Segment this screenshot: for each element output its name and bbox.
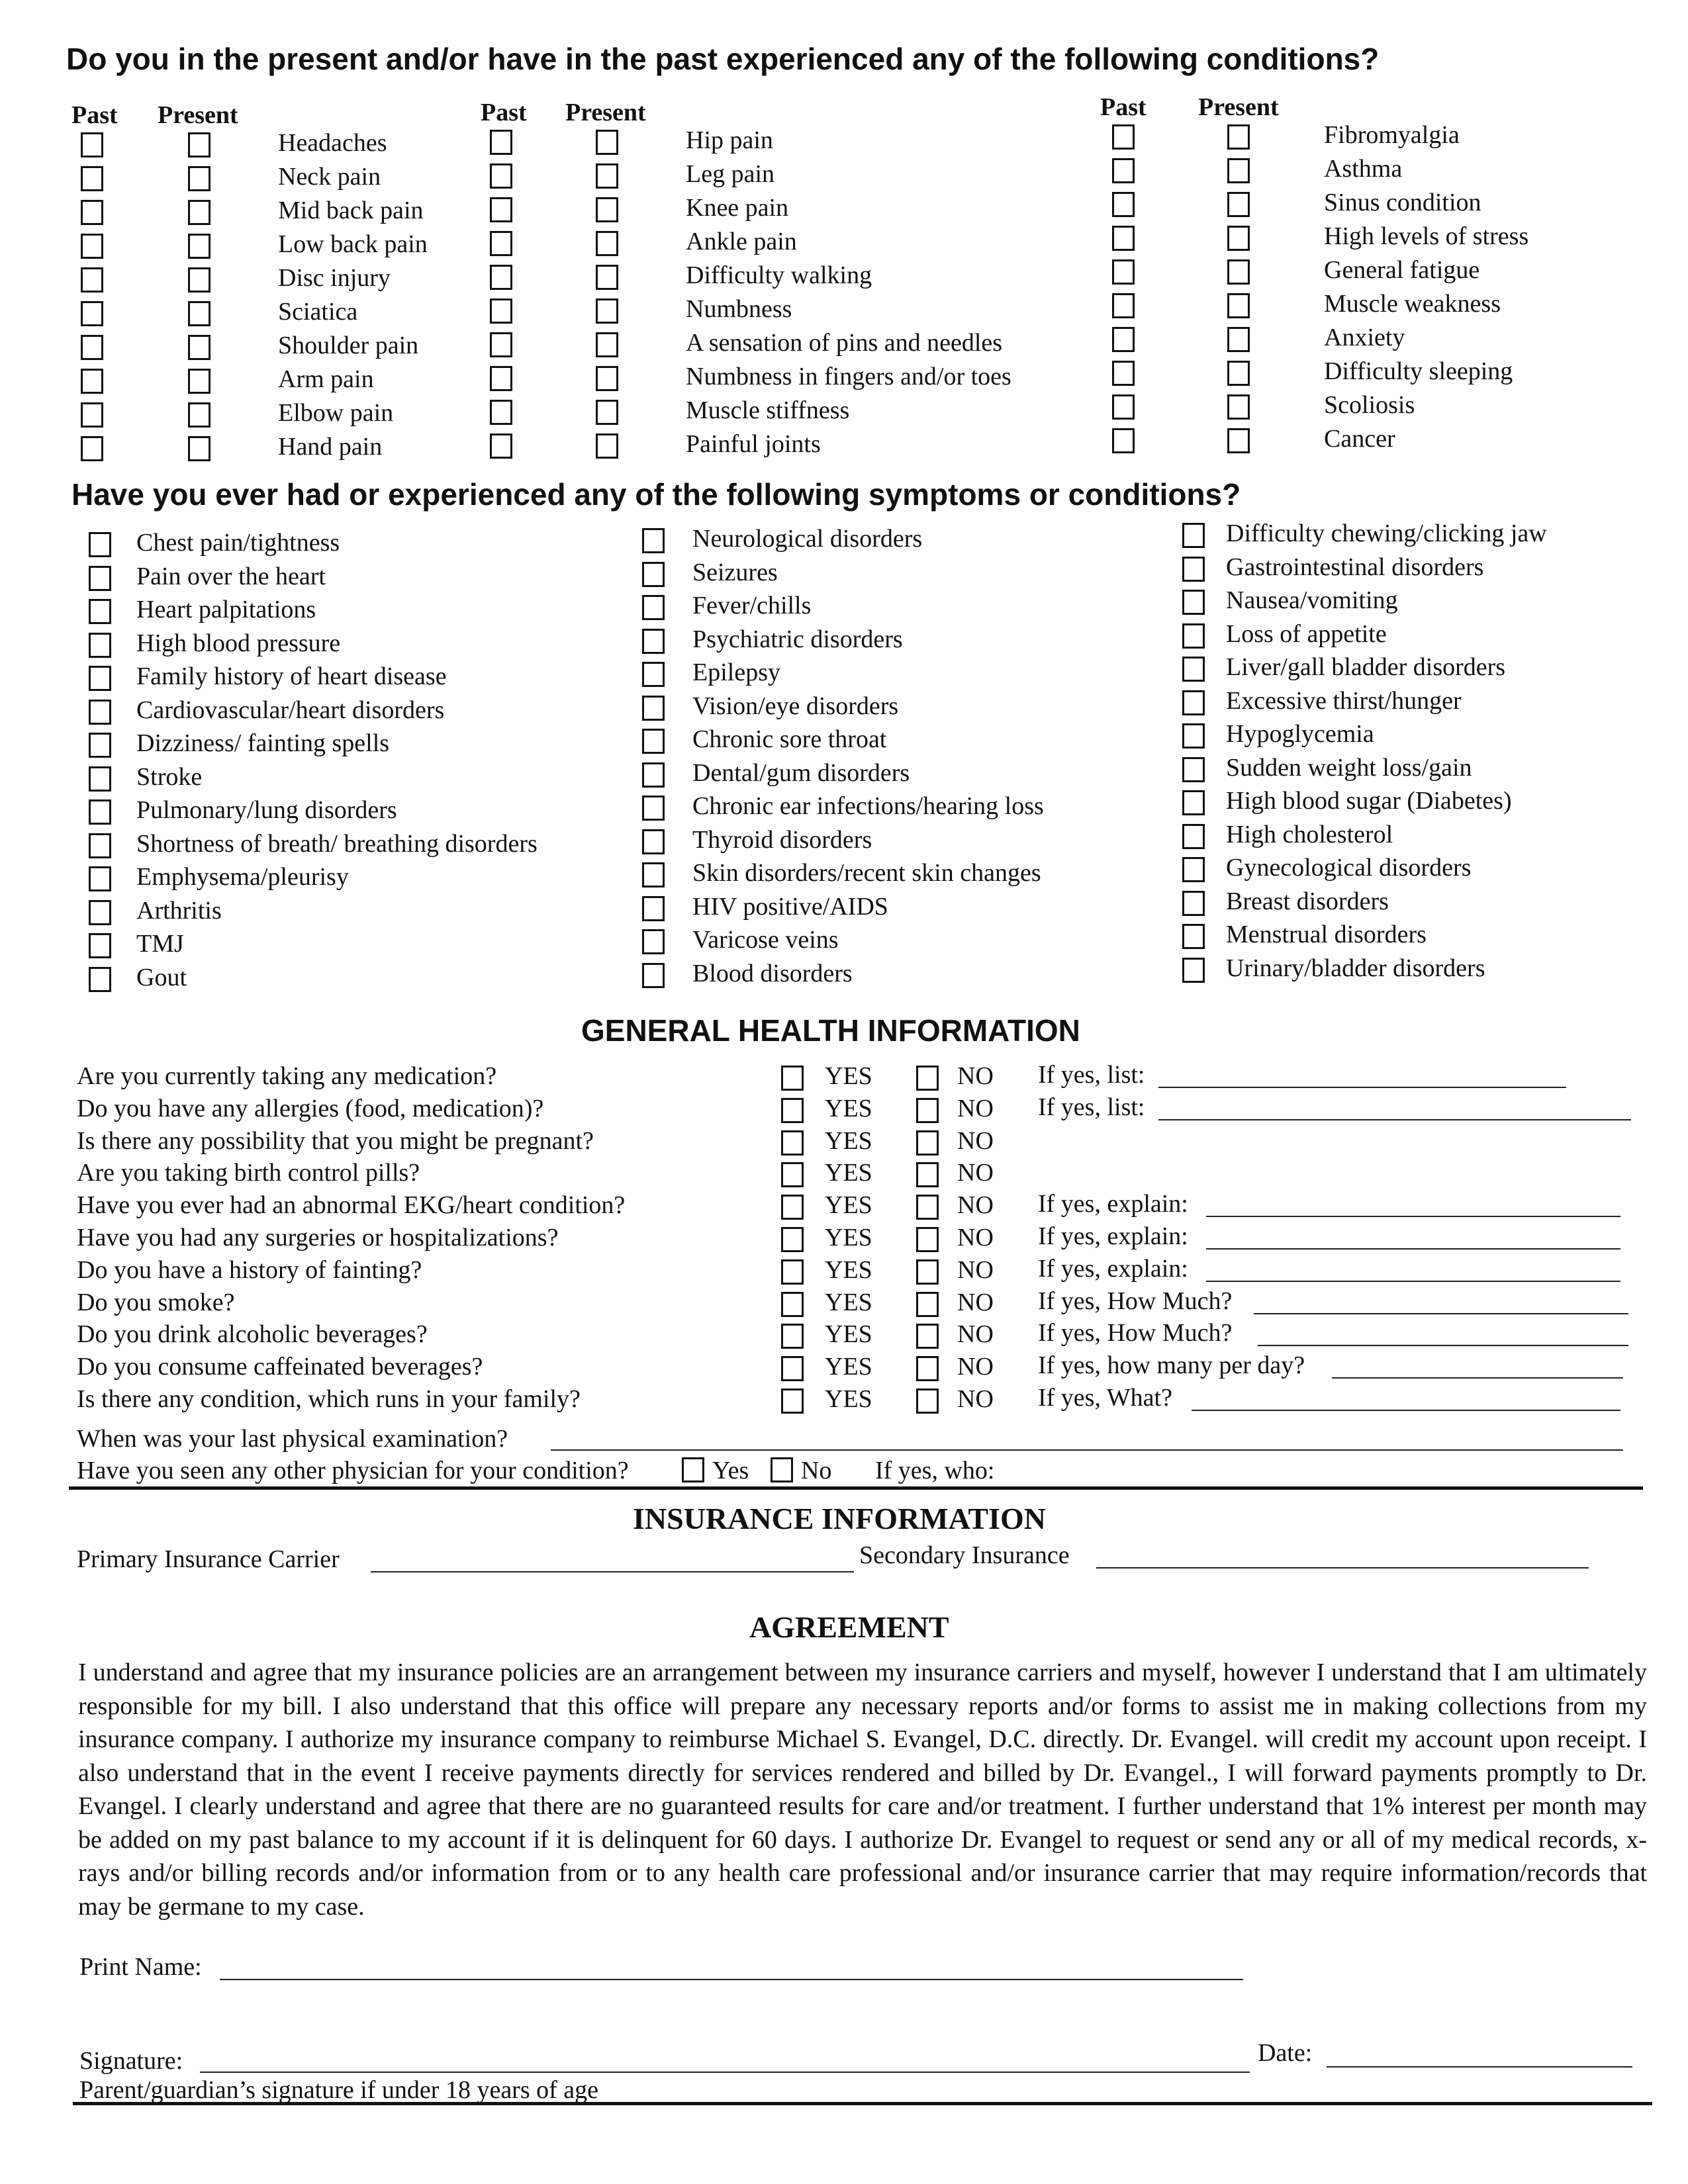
- no-checkbox[interactable]: [916, 1195, 939, 1220]
- yes-checkbox[interactable]: [781, 1130, 804, 1156]
- health-question: Do you have a history of fainting?: [77, 1255, 422, 1284]
- no-checkbox[interactable]: [916, 1292, 939, 1317]
- condition-label: Muscle stiffness: [686, 396, 850, 424]
- followup-label: If yes, explain:: [1038, 1222, 1188, 1250]
- symptom-label: High blood pressure: [136, 629, 341, 657]
- past-checkbox[interactable]: [1112, 124, 1135, 150]
- present-checkbox[interactable]: [1227, 226, 1250, 251]
- yes-checkbox[interactable]: [781, 1227, 804, 1252]
- symptom-checkbox[interactable]: [1182, 557, 1205, 582]
- symptom-checkbox[interactable]: [642, 729, 665, 754]
- yes-checkbox[interactable]: [781, 1356, 804, 1381]
- other-physician-no-label: No: [801, 1457, 832, 1484]
- past-checkbox[interactable]: [81, 369, 103, 394]
- condition-label: High levels of stress: [1324, 222, 1529, 250]
- past-checkbox[interactable]: [490, 265, 512, 290]
- signature-label: Signature:: [79, 2047, 183, 2075]
- present-checkbox[interactable]: [188, 267, 211, 293]
- symptom-checkbox[interactable]: [1182, 857, 1205, 882]
- symptom-label: Blood disorders: [692, 959, 853, 987]
- condition-label: Shoulder pain: [278, 332, 419, 359]
- condition-label: Neck pain: [278, 163, 381, 191]
- past-checkbox[interactable]: [1112, 394, 1135, 420]
- followup-label: If yes, explain:: [1038, 1190, 1188, 1218]
- past-checkbox[interactable]: [1112, 226, 1135, 251]
- present-checkbox[interactable]: [1227, 124, 1250, 150]
- present-checkbox[interactable]: [1227, 192, 1250, 217]
- symptom-label: Fever/chills: [692, 592, 812, 619]
- followup-label: If yes, explain:: [1038, 1254, 1188, 1283]
- symptom-label: Menstrual disorders: [1226, 921, 1427, 948]
- symptom-label: Arthritis: [136, 896, 222, 925]
- past-checkbox[interactable]: [490, 163, 512, 189]
- symptom-checkbox[interactable]: [642, 762, 665, 788]
- symptom-checkbox[interactable]: [89, 599, 111, 624]
- bottom-rule: [73, 2102, 1652, 2105]
- yes-label: YES: [825, 1385, 872, 1413]
- followup-answer-field[interactable]: [1332, 1377, 1623, 1379]
- symptom-checkbox[interactable]: [89, 666, 111, 691]
- condition-label: General fatigue: [1324, 256, 1480, 284]
- condition-label: Difficulty sleeping: [1324, 357, 1513, 385]
- symptom-label: Shortness of breath/ breathing disorders: [136, 829, 538, 858]
- primary-insurance-label: Primary Insurance Carrier: [77, 1545, 340, 1573]
- followup-answer-field[interactable]: [1258, 1345, 1628, 1346]
- present-checkbox[interactable]: [1227, 293, 1250, 318]
- symptom-checkbox[interactable]: [642, 562, 665, 587]
- past-checkbox[interactable]: [1112, 428, 1135, 453]
- present-checkbox[interactable]: [188, 301, 211, 326]
- yes-label: YES: [825, 1126, 872, 1155]
- health-question: Do you drink alcoholic beverages?: [77, 1320, 428, 1349]
- symptom-label: TMJ: [136, 930, 184, 958]
- health-question: Have you had any surgeries or hospitalizations?: [77, 1224, 559, 1251]
- no-checkbox[interactable]: [916, 1162, 939, 1187]
- no-label: NO: [957, 1288, 994, 1316]
- no-label: NO: [957, 1126, 994, 1155]
- symptom-label: Excessive thirst/hunger: [1226, 686, 1462, 715]
- symptom-checkbox[interactable]: [89, 733, 111, 758]
- symptom-label: Loss of appetite: [1226, 619, 1387, 648]
- no-label: NO: [957, 1094, 994, 1122]
- followup-answer-field[interactable]: [1206, 1281, 1620, 1282]
- present-checkbox[interactable]: [596, 265, 618, 290]
- present-header: Present: [158, 101, 238, 129]
- no-label: NO: [957, 1191, 994, 1220]
- past-checkbox[interactable]: [81, 402, 103, 428]
- yes-label: YES: [825, 1191, 872, 1220]
- condition-label: Arm pain: [278, 365, 374, 393]
- agreement-title: AGREEMENT: [749, 1610, 949, 1644]
- symptom-checkbox[interactable]: [1182, 790, 1205, 815]
- present-checkbox[interactable]: [596, 298, 618, 324]
- condition-label: Mid back pain: [278, 197, 424, 224]
- yes-label: YES: [825, 1224, 872, 1251]
- no-checkbox[interactable]: [916, 1324, 939, 1349]
- present-checkbox[interactable]: [1227, 327, 1250, 352]
- present-checkbox[interactable]: [1227, 428, 1250, 453]
- symptom-label: Cardiovascular/heart disorders: [136, 696, 445, 724]
- other-physician-no-checkbox[interactable]: [771, 1457, 793, 1482]
- yes-label: YES: [825, 1288, 872, 1316]
- symptom-checkbox[interactable]: [642, 629, 665, 654]
- signature-field[interactable]: [200, 2071, 1250, 2073]
- guardian-signature-label: Parent/guardian’s signature if under 18 years of age: [79, 2076, 599, 2104]
- past-checkbox[interactable]: [81, 166, 103, 191]
- symptom-label: Stroke: [136, 762, 203, 791]
- present-checkbox[interactable]: [188, 335, 211, 360]
- symptom-checkbox[interactable]: [1182, 958, 1205, 983]
- present-checkbox[interactable]: [1227, 158, 1250, 183]
- condition-label: Elbow pain: [278, 399, 394, 427]
- symptom-label: Pulmonary/lung disorders: [136, 796, 397, 824]
- present-checkbox[interactable]: [188, 369, 211, 394]
- no-checkbox[interactable]: [916, 1066, 939, 1091]
- past-checkbox[interactable]: [490, 332, 512, 357]
- condition-label: Hip pain: [686, 126, 773, 154]
- symptom-checkbox[interactable]: [89, 532, 111, 557]
- symptom-label: Chronic sore throat: [692, 725, 887, 753]
- condition-label: Numbness: [686, 295, 792, 323]
- followup-label: If yes, how many per day?: [1038, 1351, 1305, 1380]
- primary-insurance-field[interactable]: [371, 1571, 854, 1572]
- condition-label: Hand pain: [278, 433, 383, 461]
- yes-label: YES: [825, 1094, 872, 1122]
- symptom-label: Neurological disorders: [692, 525, 923, 553]
- past-checkbox[interactable]: [490, 130, 512, 155]
- symptom-checkbox[interactable]: [642, 896, 665, 921]
- followup-label: If yes, How Much?: [1038, 1287, 1233, 1315]
- symptom-checkbox[interactable]: [642, 528, 665, 553]
- no-checkbox[interactable]: [916, 1356, 939, 1381]
- no-label: NO: [957, 1353, 994, 1381]
- past-checkbox[interactable]: [81, 301, 103, 326]
- symptom-label: Urinary/bladder disorders: [1226, 954, 1485, 982]
- present-checkbox[interactable]: [188, 402, 211, 428]
- print-name-field[interactable]: [220, 1979, 1243, 1980]
- symptom-checkbox[interactable]: [1182, 690, 1205, 715]
- other-physician-yes-label: Yes: [712, 1457, 749, 1484]
- health-question: Have you ever had an abnormal EKG/heart condition?: [77, 1191, 626, 1220]
- followup-answer-field[interactable]: [1206, 1248, 1620, 1250]
- symptom-label: Chest pain/tightness: [136, 529, 340, 557]
- no-label: NO: [957, 1062, 994, 1090]
- past-checkbox[interactable]: [81, 436, 103, 461]
- yes-label: YES: [825, 1320, 872, 1349]
- symptom-label: Dental/gum disorders: [692, 758, 910, 787]
- no-checkbox[interactable]: [916, 1259, 939, 1285]
- secondary-insurance-field[interactable]: [1096, 1567, 1589, 1569]
- last-exam-field[interactable]: [551, 1449, 1623, 1451]
- past-header: Past: [71, 101, 118, 129]
- symptom-label: High blood sugar (Diabetes): [1226, 787, 1512, 815]
- condition-label: Anxiety: [1324, 324, 1405, 351]
- past-checkbox[interactable]: [490, 400, 512, 425]
- symptom-label: Gynecological disorders: [1226, 854, 1472, 882]
- symptom-label: Pain over the heart: [136, 562, 326, 590]
- insurance-title: INSURANCE INFORMATION: [633, 1502, 1047, 1535]
- symptom-label: Heart palpitations: [136, 596, 316, 623]
- section-divider: [69, 1486, 1643, 1490]
- symptom-checkbox[interactable]: [642, 929, 665, 954]
- no-checkbox[interactable]: [916, 1227, 939, 1252]
- symptom-label: Dizziness/ fainting spells: [136, 729, 390, 757]
- symptom-checkbox[interactable]: [642, 963, 665, 988]
- symptom-label: Gout: [136, 963, 187, 991]
- present-checkbox[interactable]: [1227, 361, 1250, 386]
- past-header: Past: [1100, 93, 1147, 121]
- yes-label: YES: [825, 1062, 872, 1090]
- symptom-checkbox[interactable]: [642, 595, 665, 620]
- symptom-checkbox[interactable]: [1182, 891, 1205, 916]
- symptom-label: Epilepsy: [692, 659, 780, 686]
- present-checkbox[interactable]: [1227, 394, 1250, 420]
- symptom-checkbox[interactable]: [89, 900, 111, 925]
- past-checkbox[interactable]: [81, 200, 103, 225]
- symptom-label: Psychiatric disorders: [692, 625, 903, 653]
- present-checkbox[interactable]: [188, 436, 211, 461]
- present-checkbox[interactable]: [596, 130, 618, 155]
- condition-label: Ankle pain: [686, 228, 797, 255]
- symptom-checkbox[interactable]: [89, 967, 111, 992]
- condition-label: Leg pain: [686, 160, 775, 188]
- past-checkbox[interactable]: [490, 433, 512, 459]
- symptom-label: Varicose veins: [692, 926, 839, 954]
- health-question: Do you consume caffeinated beverages?: [77, 1353, 483, 1381]
- other-physician-yes-checkbox[interactable]: [682, 1457, 704, 1482]
- yes-checkbox[interactable]: [781, 1292, 804, 1317]
- health-question: Is there any condition, which runs in your family?: [77, 1385, 581, 1413]
- yes-label: YES: [825, 1159, 872, 1187]
- condition-label: Difficulty walking: [686, 261, 872, 289]
- health-question: Are you currently taking any medication?: [77, 1062, 497, 1090]
- symptom-label: Emphysema/pleurisy: [136, 863, 349, 891]
- followup-answer-field[interactable]: [1254, 1313, 1628, 1314]
- yes-checkbox[interactable]: [781, 1098, 804, 1123]
- past-checkbox[interactable]: [490, 366, 512, 391]
- symptom-label: Seizures: [692, 558, 778, 586]
- past-checkbox[interactable]: [81, 335, 103, 360]
- past-checkbox[interactable]: [1112, 158, 1135, 183]
- past-checkbox[interactable]: [1112, 293, 1135, 318]
- followup-answer-field[interactable]: [1158, 1087, 1566, 1088]
- symptom-checkbox[interactable]: [1182, 623, 1205, 649]
- condition-label: Numbness in fingers and/or toes: [686, 363, 1011, 390]
- symptom-label: Chronic ear infections/hearing loss: [692, 792, 1044, 820]
- symptom-label: Difficulty chewing/clicking jaw: [1226, 520, 1547, 547]
- past-checkbox[interactable]: [1112, 361, 1135, 386]
- past-checkbox[interactable]: [81, 132, 103, 158]
- condition-label: Painful joints: [686, 430, 821, 458]
- section2-title: Have you ever had or experienced any of the following symptoms or conditions?: [71, 477, 1241, 512]
- symptom-label: Skin disorders/recent skin changes: [692, 859, 1041, 887]
- past-header: Past: [481, 99, 527, 126]
- symptom-label: Liver/gall bladder disorders: [1226, 653, 1506, 681]
- present-checkbox[interactable]: [596, 197, 618, 222]
- present-checkbox[interactable]: [188, 166, 211, 191]
- yes-checkbox[interactable]: [781, 1388, 804, 1414]
- no-checkbox[interactable]: [916, 1098, 939, 1123]
- symptom-label: Gastrointestinal disorders: [1226, 553, 1484, 581]
- condition-label: Fibromyalgia: [1324, 121, 1460, 149]
- secondary-insurance-label: Secondary Insurance: [859, 1541, 1070, 1569]
- present-checkbox[interactable]: [596, 400, 618, 425]
- symptom-label: Hypoglycemia: [1226, 720, 1374, 748]
- symptom-checkbox[interactable]: [642, 696, 665, 721]
- present-header: Present: [565, 99, 646, 126]
- symptom-checkbox[interactable]: [1182, 924, 1205, 949]
- yes-checkbox[interactable]: [781, 1324, 804, 1349]
- symptom-checkbox[interactable]: [89, 799, 111, 825]
- condition-label: Cancer: [1324, 425, 1395, 453]
- symptom-label: High cholesterol: [1226, 820, 1393, 848]
- present-checkbox[interactable]: [596, 332, 618, 357]
- no-label: NO: [957, 1385, 994, 1413]
- past-checkbox[interactable]: [490, 197, 512, 222]
- other-physician-who-label: If yes, who:: [875, 1457, 995, 1484]
- symptom-checkbox[interactable]: [89, 566, 111, 591]
- present-checkbox[interactable]: [596, 366, 618, 391]
- symptom-checkbox[interactable]: [89, 866, 111, 891]
- present-checkbox[interactable]: [188, 132, 211, 158]
- present-checkbox[interactable]: [596, 163, 618, 189]
- other-physician-question: Have you seen any other physician for your condition?: [77, 1457, 629, 1484]
- health-question: Do you smoke?: [77, 1288, 235, 1316]
- followup-label: If yes, list:: [1038, 1061, 1145, 1089]
- yes-checkbox[interactable]: [781, 1066, 804, 1091]
- health-question: Is there any possibility that you might be pregnant?: [77, 1126, 594, 1155]
- no-label: NO: [957, 1159, 994, 1187]
- health-question: Are you taking birth control pills?: [77, 1159, 420, 1187]
- condition-label: Low back pain: [278, 230, 428, 258]
- symptom-checkbox[interactable]: [642, 829, 665, 854]
- health-question: Do you have any allergies (food, medication)?: [77, 1094, 544, 1122]
- followup-answer-field[interactable]: [1206, 1216, 1620, 1217]
- symptom-checkbox[interactable]: [1182, 657, 1205, 682]
- condition-label: Scoliosis: [1324, 391, 1415, 419]
- symptom-label: Thyroid disorders: [692, 825, 872, 854]
- yes-checkbox[interactable]: [781, 1162, 804, 1187]
- followup-answer-field[interactable]: [1158, 1119, 1631, 1120]
- past-checkbox[interactable]: [81, 267, 103, 293]
- past-checkbox[interactable]: [490, 231, 512, 256]
- date-field[interactable]: [1327, 2066, 1632, 2068]
- past-checkbox[interactable]: [1112, 259, 1135, 285]
- past-checkbox[interactable]: [1112, 192, 1135, 217]
- symptom-checkbox[interactable]: [89, 766, 111, 792]
- no-checkbox[interactable]: [916, 1388, 939, 1414]
- agreement-text: I understand and agree that my insurance policies are an arrangement between my insurance carriers and myself, however I understand that I am ultimately responsible for my bill. I also understand that this office will prepare any necessary reports and/or forms to assist me in making collections from my insurance company. I authorize my insurance company to reimburse Michael S. Evangel, D.C. directly. Dr. Evangel. will credit my account upon receipt. I also understand that in the event I receive payments directly for services rendered and billed by Dr. Evangel., I will forward payments promptly to Dr. Evangel. I clearly understand and agree that there are no guaranteed results for care and/or treatment. I further understand that 1% interest per month may be added on my past balance to my account if it is delinquent for 60 days. I authorize Dr. Evangel to request or send any or all of my medical records, x-rays and/or billing records and/or information from or to any health care professional and/or insurance carrier that may require information/records that may be germane to my case.: [78, 1659, 1647, 1921]
- symptom-checkbox[interactable]: [89, 633, 111, 658]
- symptom-checkbox[interactable]: [642, 862, 665, 887]
- condition-label: Muscle weakness: [1324, 290, 1501, 318]
- present-checkbox[interactable]: [596, 231, 618, 256]
- symptom-checkbox[interactable]: [89, 833, 111, 858]
- present-checkbox[interactable]: [596, 433, 618, 459]
- condition-label: A sensation of pins and needles: [686, 329, 1003, 357]
- followup-label: If yes, What?: [1038, 1384, 1172, 1412]
- condition-label: Sinus condition: [1324, 189, 1481, 216]
- symptom-checkbox[interactable]: [642, 796, 665, 821]
- condition-label: Disc injury: [278, 264, 391, 292]
- present-header: Present: [1198, 93, 1279, 121]
- present-checkbox[interactable]: [1227, 259, 1250, 285]
- section1-title: Do you in the present and/or have in the past experienced any of the following conditions?: [66, 42, 1380, 76]
- symptom-label: Nausea/vomiting: [1226, 586, 1398, 614]
- past-checkbox[interactable]: [81, 234, 103, 259]
- condition-label: Knee pain: [686, 194, 789, 222]
- yes-checkbox[interactable]: [781, 1195, 804, 1220]
- symptom-checkbox[interactable]: [1182, 590, 1205, 615]
- symptom-checkbox[interactable]: [89, 933, 111, 958]
- symptom-checkbox[interactable]: [1182, 523, 1205, 548]
- symptom-checkbox[interactable]: [89, 700, 111, 725]
- followup-label: If yes, How Much?: [1038, 1319, 1233, 1347]
- print-name-label: Print Name:: [79, 1953, 202, 1981]
- yes-label: YES: [825, 1255, 872, 1284]
- past-checkbox[interactable]: [1112, 327, 1135, 352]
- condition-label: Asthma: [1324, 155, 1403, 183]
- symptom-checkbox[interactable]: [642, 662, 665, 687]
- symptom-checkbox[interactable]: [1182, 757, 1205, 782]
- symptom-label: HIV positive/AIDS: [692, 892, 888, 921]
- past-checkbox[interactable]: [490, 298, 512, 324]
- no-checkbox[interactable]: [916, 1130, 939, 1156]
- yes-label: YES: [825, 1353, 872, 1381]
- condition-label: Headaches: [278, 129, 387, 157]
- symptom-checkbox[interactable]: [1182, 824, 1205, 849]
- symptom-label: Vision/eye disorders: [692, 692, 899, 720]
- date-label: Date:: [1258, 2039, 1313, 2067]
- present-checkbox[interactable]: [188, 234, 211, 259]
- condition-label: Sciatica: [278, 298, 358, 326]
- general-health-title: GENERAL HEALTH INFORMATION: [581, 1013, 1080, 1048]
- symptom-label: Family history of heart disease: [136, 662, 447, 690]
- no-label: NO: [957, 1224, 994, 1251]
- symptom-label: Breast disorders: [1226, 887, 1389, 915]
- no-label: NO: [957, 1320, 994, 1349]
- followup-answer-field[interactable]: [1192, 1410, 1620, 1411]
- symptom-checkbox[interactable]: [1182, 723, 1205, 749]
- symptom-label: Sudden weight loss/gain: [1226, 753, 1472, 782]
- present-checkbox[interactable]: [188, 200, 211, 225]
- followup-label: If yes, list:: [1038, 1093, 1145, 1121]
- no-label: NO: [957, 1255, 994, 1284]
- last-exam-question: When was your last physical examination?: [77, 1425, 508, 1453]
- yes-checkbox[interactable]: [781, 1259, 804, 1285]
